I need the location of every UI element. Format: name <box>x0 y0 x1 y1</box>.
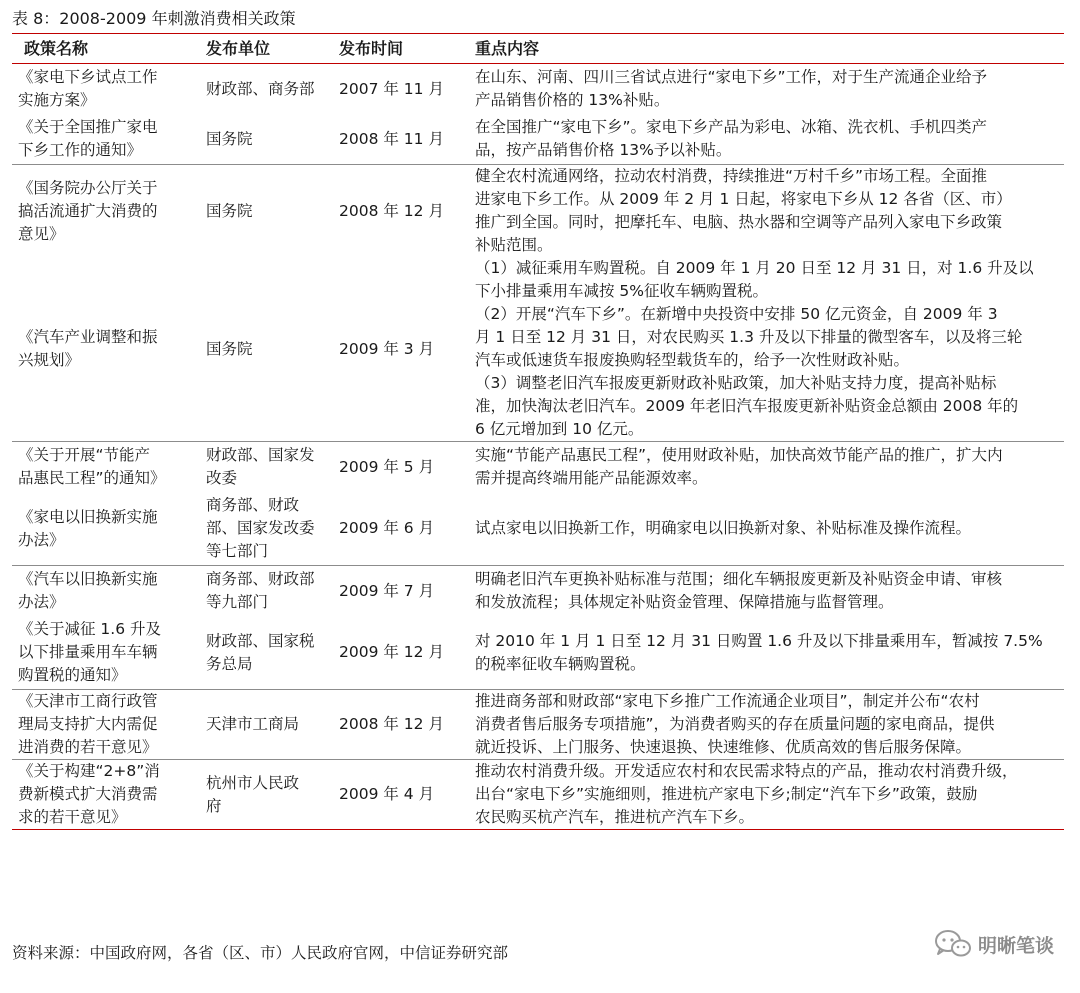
issuer-cell <box>194 114 327 165</box>
issuer-cell <box>194 165 327 258</box>
key-content-cell <box>463 442 1064 493</box>
header-issuer: 发布单位 <box>194 34 327 64</box>
table-row <box>12 760 1064 830</box>
cell-line: 《国务院办公厅关于 <box>18 178 158 197</box>
cell-line: 产品销售价格的 13%补贴。 <box>475 91 670 109</box>
cell-line: 费新模式扩大消费需 <box>18 785 158 803</box>
header-key-content: 重点内容 <box>463 34 1064 64</box>
policy-name-cell <box>12 616 194 690</box>
cell-line: 财政部、商务部 <box>206 79 315 98</box>
cell-line: 推广到全国。同时，把摩托车、电脑、热水器和空调等产品列入家电下乡政策 <box>475 213 1003 231</box>
cell-line: 试点家电以旧换新工作，明确家电以旧换新对象、补贴标准及操作流程。 <box>475 519 972 537</box>
cell-line: 补贴范围。 <box>475 236 553 254</box>
cell-line: 汽车或低速货车报废换购轻型载货车的，给予一次性财政补贴。 <box>475 351 910 369</box>
cell-line: 等九部门 <box>206 593 269 611</box>
policy-name-cell <box>12 442 194 493</box>
key-content-cell <box>463 616 1064 690</box>
cell-line: 需并提高终端用能产品能源效率。 <box>475 469 708 487</box>
table-row <box>12 114 1064 165</box>
policy-name-cell <box>12 760 194 830</box>
watermark <box>934 929 1054 959</box>
cell-line: 商务部、财政部 <box>206 570 315 588</box>
cell-line: 购置税的通知》 <box>18 666 127 684</box>
cell-line: 国务院 <box>206 339 253 358</box>
issuer-cell <box>194 492 327 566</box>
table-row <box>12 690 1064 760</box>
cell-line: 《汽车产业调整和振 <box>18 328 158 346</box>
cell-line: 部、国家发改委 <box>206 519 315 537</box>
cell-line: 消费者售后服务专项措施”，为消费者购买的存在质量问题的家电商品，提供 <box>475 715 995 733</box>
key-content-cell <box>463 165 1064 258</box>
cell-line: 的税率征收车辆购置税。 <box>475 654 646 673</box>
cell-line: 推进商务部和财政部“家电下乡推广工作流通企业项目”，制定并公布“农村 <box>475 692 980 710</box>
policy-name-cell <box>12 64 194 115</box>
issue-date-cell: 2008 年 11 月 <box>327 114 463 165</box>
cell-line: 下乡工作的通知》 <box>18 141 143 159</box>
header-issue-date: 发布时间 <box>327 34 463 64</box>
key-content-cell <box>463 492 1064 566</box>
policy-name-cell <box>12 566 194 617</box>
cell-line: 在山东、河南、四川三省试点进行“家电下乡”工作，对于生产流通企业给予 <box>475 68 988 86</box>
cell-line: 出台“家电下乡”实施细则，推进杭产家电下乡;制定“汽车下乡”政策，鼓励 <box>475 785 978 803</box>
issuer-cell <box>194 64 327 115</box>
table-row <box>12 616 1064 690</box>
cell-line: 以下排量乘用车车辆 <box>18 643 158 661</box>
cell-line: 国务院 <box>206 129 253 148</box>
issue-date-cell: 2008 年 12 月 <box>327 690 463 760</box>
cell-line: 办法》 <box>18 593 65 611</box>
cell-line: 准，加快淘汰老旧汽车。2009 年老旧汽车报废更新补贴资金总额由 2008 年的 <box>475 397 1019 415</box>
issue-date-cell: 2008 年 12 月 <box>339 201 444 220</box>
issuer-cell <box>194 616 327 690</box>
issue-date-cell: 2009 年 12 月 <box>327 616 463 690</box>
issue-date-cell: 2009 年 5 月 <box>339 457 435 476</box>
cell-line: 和发放流程；具体规定补贴资金管理、保障措施与监督管理。 <box>475 593 894 611</box>
table-row <box>12 492 1064 566</box>
cell-line: 兴规划》 <box>18 351 81 369</box>
cell-line: 《关于全国推广家电 <box>18 118 158 136</box>
cell-line: 办法》 <box>18 530 65 549</box>
cell-line: 《家电下乡试点工作 <box>18 68 158 86</box>
policy-name-cell <box>12 257 194 442</box>
cell-line: 品，按产品销售价格 13%予以补贴。 <box>475 141 732 159</box>
cell-line: 《家电以旧换新实施 <box>18 507 158 526</box>
cell-line: 务总局 <box>206 654 253 673</box>
cell-line: 意见》 <box>18 224 65 243</box>
cell-line: 进家电下乡工作。从 2009 年 2 月 1 日起，将家电下乡从 12 各省（区、市） <box>475 190 1012 208</box>
cell-line: 健全农村流通网络，拉动农村消费，持续推进“万村千乡”市场工程。全面推 <box>475 167 988 185</box>
table-caption: 表 8：2008-2009 年刺激消费相关政策 <box>12 9 296 28</box>
key-content-cell <box>463 760 1064 830</box>
cell-line: 《天津市工商行政管 <box>18 692 158 710</box>
cell-line: 明确老旧汽车更换补贴标准与范围；细化车辆报废更新及补贴资金申请、审核 <box>475 570 1003 588</box>
key-content-cell <box>463 257 1064 442</box>
watermark-text: 明晰笔谈 <box>977 934 1054 957</box>
cell-line: 在全国推广“家电下乡”。家电下乡产品为彩电、冰箱、洗衣机、手机四类产 <box>475 118 988 136</box>
cell-line: 就近投诉、上门服务、快速退换、快速维修、优质高效的售后服务保障。 <box>475 738 972 756</box>
issuer-cell <box>194 442 327 493</box>
cell-line: 《关于开展“节能产 <box>18 446 151 464</box>
cell-line: 实施“节能产品惠民工程”，使用财政补贴，加快高效节能产品的推广，扩大内 <box>475 446 1003 464</box>
key-content-cell <box>463 566 1064 617</box>
policy-name-cell <box>12 114 194 165</box>
cell-line: 府 <box>206 796 222 815</box>
cell-line: 财政部、国家税 <box>206 631 315 650</box>
cell-line: 对 2010 年 1 月 1 日至 12 月 31 日购置 1.6 升及以下排量乘用车，暂减按 7.5% <box>475 631 1043 650</box>
policy-name-cell <box>12 165 194 258</box>
cell-line: 农民购买杭产汽车，推进杭产汽车下乡。 <box>475 808 755 826</box>
cell-line: 月 1 日至 12 月 31 日，对农民购买 1.3 升及以下排量的微型客车，以及将三轮 <box>475 328 1023 346</box>
policy-name-cell <box>12 690 194 760</box>
issue-date-cell: 2009 年 7 月 <box>339 581 435 600</box>
cell-line: 搞活流通扩大消费的 <box>18 201 158 220</box>
key-content-cell <box>463 690 1064 760</box>
cell-line: 求的若干意见》 <box>18 808 127 826</box>
cell-line: 国务院 <box>206 201 253 220</box>
issue-date-cell: 2009 年 4 月 <box>327 760 463 830</box>
issue-date-cell: 2007 年 11 月 <box>339 79 444 98</box>
cell-line: 天津市工商局 <box>206 715 300 733</box>
policy-table <box>12 33 1064 830</box>
cell-line: 下小排量乘用车减按 5%征收车辆购置税。 <box>475 282 769 300</box>
cell-line: 实施方案》 <box>18 91 96 109</box>
cell-line: （1）减征乘用车购置税。自 2009 年 1 月 20 日至 12 月 31 日，对 1.6 升及以 <box>475 259 1034 277</box>
key-content-cell <box>463 114 1064 165</box>
issuer-cell <box>194 566 327 617</box>
issuer-cell <box>194 257 327 442</box>
issue-date-cell: 2009 年 3 月 <box>327 257 463 442</box>
table-row <box>12 442 1064 493</box>
cell-line: 财政部、国家发 <box>206 446 315 464</box>
table-row <box>12 257 1064 442</box>
cell-line: 等七部门 <box>206 542 269 560</box>
cell-line: 推动农村消费升级。开发适应农村和农民需求特点的产品，推动农村消费升级， <box>475 762 1018 780</box>
cell-line: （3）调整老旧汽车报废更新财政补贴政策，加大补贴支持力度，提高补贴标 <box>475 374 997 392</box>
wechat-icon <box>934 929 972 959</box>
issuer-cell <box>194 690 327 760</box>
source-note: 资料来源：中国政府网，各省（区、市）人民政府官网，中信证券研究部 <box>12 944 509 962</box>
cell-line: 《汽车以旧换新实施 <box>18 570 158 588</box>
key-content-cell <box>463 64 1064 115</box>
issuer-cell <box>194 760 327 830</box>
cell-line: 《关于减征 1.6 升及 <box>18 620 162 638</box>
issue-date-cell: 2009 年 6 月 <box>327 492 463 566</box>
cell-line: 改委 <box>206 469 238 487</box>
table-row <box>12 566 1064 617</box>
cell-line: 理局支持扩大内需促 <box>18 715 158 733</box>
cell-line: 《关于构建“2+8”消 <box>18 762 160 780</box>
table-body <box>12 64 1064 830</box>
cell-line: 品惠民工程”的通知》 <box>18 469 166 487</box>
cell-line: 进消费的若干意见》 <box>18 738 158 756</box>
header-policy-name: 政策名称 <box>12 34 194 64</box>
cell-line: 杭州市人民政 <box>206 773 300 792</box>
table-row <box>12 165 1064 258</box>
policy-name-cell <box>12 492 194 566</box>
table-header-row <box>12 34 1064 64</box>
cell-line: 6 亿元增加到 10 亿元。 <box>475 420 644 438</box>
cell-line: （2）开展“汽车下乡”。在新增中央投资中安排 50 亿元资金，自 2009 年 3 <box>475 305 998 323</box>
table-row <box>12 64 1064 115</box>
cell-line: 商务部、财政 <box>206 496 300 514</box>
